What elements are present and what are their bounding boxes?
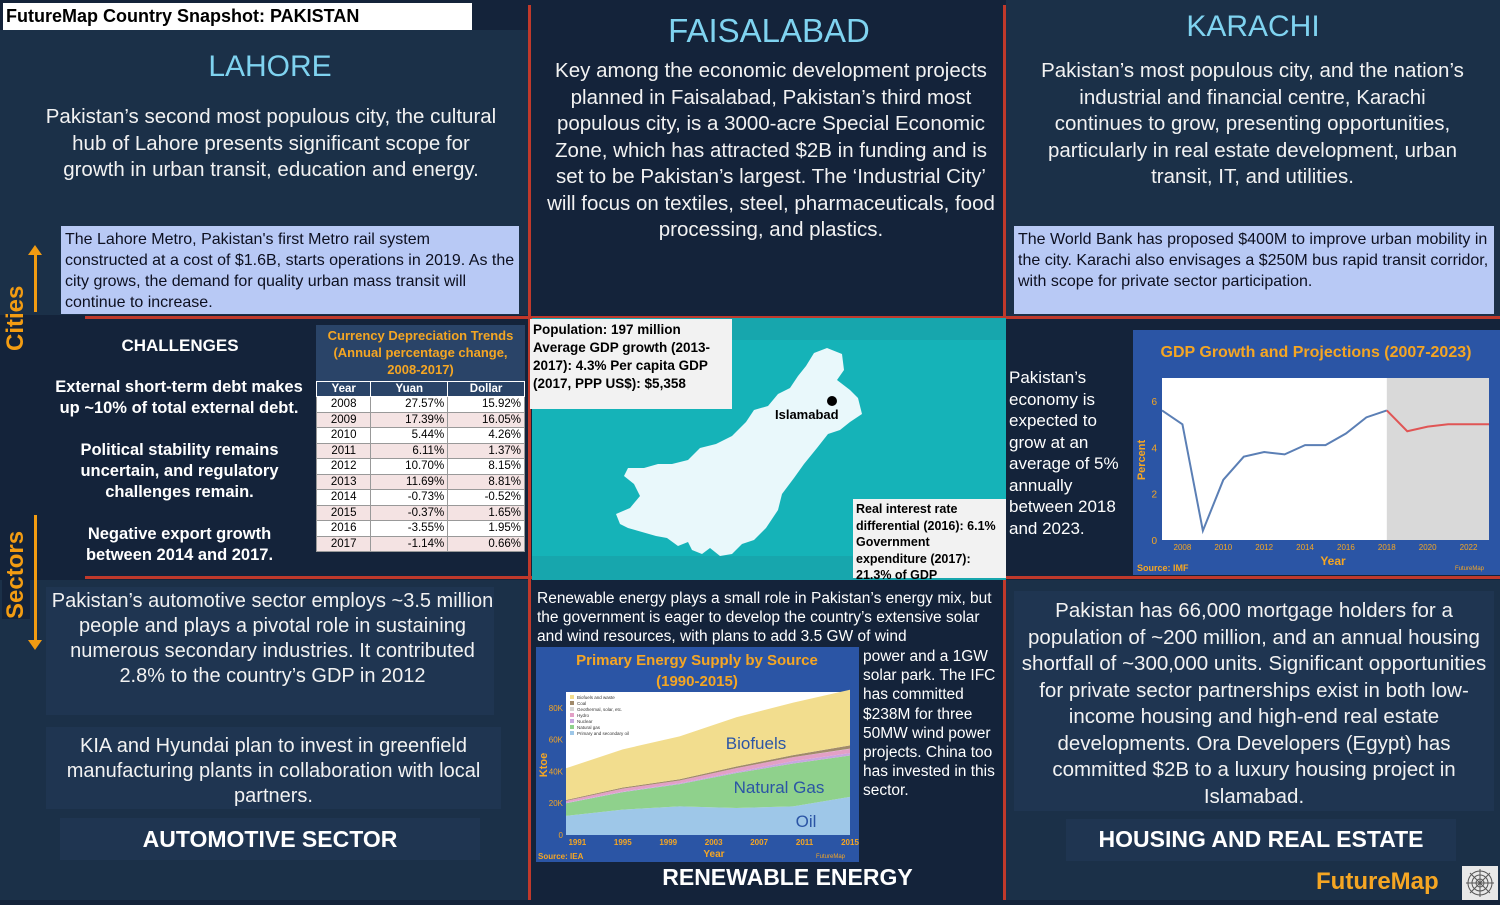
energy-chart-box (536, 647, 859, 862)
table-cell: 8.15% (448, 459, 525, 475)
table-row (317, 397, 525, 413)
automotive-description: Pakistan’s automotive sector employs ~3.5 million people and plays a pivotal role in sustaining numerous secondary industries. It contributed 2.8% to the country’s GDP in 2012 (51, 590, 494, 687)
automotive-sector-title: AUTOMOTIVE SECTOR (142, 826, 398, 852)
y-tick-label: 0 (558, 831, 563, 840)
x-tick-label: 2007 (750, 838, 769, 847)
table-row (317, 505, 525, 521)
table-cell: 8.81% (448, 474, 525, 490)
table-cell: 16.05% (448, 412, 525, 428)
legend-entry: Nuclear (577, 719, 593, 724)
table-cell: 11.69% (371, 474, 448, 490)
x-tick-label: 2016 (1337, 543, 1355, 552)
projection-region (1387, 378, 1489, 540)
x-axis-label: Year (703, 849, 725, 860)
renewable-text-top: Renewable energy plays a small role in Pakistan’s energy mix, but the government is eager to develop the country’s extensive solar and wind resources, with plans to add 3.5 GW of wind (537, 590, 992, 645)
challenges-title: CHALLENGES (121, 336, 239, 355)
x-tick-label: 2012 (1255, 543, 1274, 552)
table-cell: 1.65% (448, 505, 525, 521)
x-tick-label: 1991 (568, 838, 587, 847)
cities-label: Cities (2, 285, 29, 351)
legend-swatch (570, 695, 574, 699)
divider-left (528, 5, 531, 900)
cities-arrow-head (28, 245, 42, 255)
table-cell: 15.92% (448, 397, 525, 413)
karachi-bus-note: The World Bank has proposed $400M to improve urban mobility in the city. Karachi also envisages a $250M bus rapid transit corridor, with scope for private sector participation. (1014, 226, 1494, 314)
x-tick-label: 2010 (1214, 543, 1233, 552)
gdp-chart-box (1133, 330, 1500, 575)
y-tick-label: 60K (548, 735, 563, 745)
energy-chart (536, 647, 859, 862)
population-stats: Population: 197 million Average GDP growth (2013-2017): 4.3% Per capita GDP (2017, PPP US$): $5,358 (530, 319, 732, 409)
energy-chart-title-line2: (1990-2015) (656, 673, 738, 690)
table-cell: 2010 (317, 428, 371, 444)
futuremap-logo: FutureMap (1316, 868, 1439, 895)
web-icon (1462, 866, 1498, 900)
table-row (317, 428, 525, 444)
legend-entry: Geothermal, solar, etc. (577, 707, 623, 712)
page-title: FutureMap Country Snapshot: PAKISTAN (3, 3, 472, 30)
table-cell: -0.52% (448, 490, 525, 506)
challenge-item: External short-term debt makes up ~10% of total external debt. (55, 378, 303, 417)
x-tick-label: 2018 (1377, 543, 1396, 552)
table-cell: 1.95% (448, 521, 525, 537)
legend-entry: Primary and secondary oil (577, 731, 630, 736)
table-row (317, 490, 525, 506)
legend-swatch (570, 725, 574, 729)
lahore-description: Pakistan’s second most populous city, the cultural hub of Lahore presents significant scope for growth in urban transit, education and energy. (45, 105, 497, 181)
x-tick-label: 2022 (1459, 543, 1478, 552)
x-axis-label: Year (1320, 554, 1346, 568)
legend-swatch (570, 707, 574, 711)
karachi-description: Pakistan’s most populous city, and the nation’s industrial and financial centre, Karachi continues to grow, presenting opportunities, particularly in real estate development, urban transit, IT, and utilities. (1041, 59, 1464, 188)
table-cell: 17.39% (371, 412, 448, 428)
currency-table-box (316, 325, 525, 552)
x-tick-label: 2015 (841, 838, 859, 847)
x-tick-label: 1995 (613, 838, 632, 847)
y-tick-label: 20K (548, 799, 563, 809)
sectors-arrow-head (28, 640, 42, 650)
legend-entry: Hydro (577, 713, 590, 718)
table-row (317, 459, 525, 475)
table-cell: 27.57% (371, 397, 448, 413)
interest-rate-stats: Real interest rate differential (2016): 6.1% Government expenditure (2017): 21.3% of GDP (853, 499, 1006, 578)
table-row (317, 521, 525, 537)
table-cell: 0.66% (448, 536, 525, 552)
legend-entry: Coal (577, 701, 587, 706)
energy-chart-brand: FutureMap (816, 854, 846, 860)
x-tick-label: 2014 (1296, 543, 1314, 552)
currency-table (316, 381, 525, 552)
table-cell: 1.37% (448, 443, 525, 459)
energy-chart-title-line1: Primary Energy Supply by Source (576, 652, 818, 669)
column-header: Dollar (448, 382, 525, 397)
y-tick-label: 40K (548, 767, 563, 777)
gdp-chart-title: GDP Growth and Projections (2007-2023) (1160, 344, 1472, 361)
lahore-metro-note: The Lahore Metro, Pakistan's first Metro rail system constructed at a cost of $1.6B, starts operations in 2019. As the city grows, the demand for quality urban mass transit will continue to increase. (61, 226, 519, 314)
table-cell: 2014 (317, 490, 371, 506)
legend-swatch (570, 701, 574, 705)
y-tick-label: 0 (1151, 536, 1157, 547)
x-tick-label: 2008 (1173, 543, 1192, 552)
gdp-chart (1133, 330, 1500, 575)
table-cell: 2012 (317, 459, 371, 475)
table-cell: 5.44% (371, 428, 448, 444)
table-cell: 2016 (317, 521, 371, 537)
table-cell: 2009 (317, 412, 371, 428)
y-axis-label: Ktoe (538, 752, 550, 778)
table-cell: -0.37% (371, 505, 448, 521)
faisalabad-description: Key among the economic development projects planned in Faisalabad, Pakistan’s third most populous city, is a 3000-acre Special Economic Zone, which has attracted $2B in funding and is set to be Pakistan’s largest. The ‘Industrial City’ will focus on textiles, steel, pharmaceuticals, food processing, and plastics. (547, 59, 995, 241)
y-tick-label: 80K (548, 703, 563, 713)
column-header: Yuan (371, 382, 448, 397)
y-tick-label: 2 (1151, 489, 1157, 501)
table-cell: 10.70% (371, 459, 448, 475)
automotive-investment-text: KIA and Hyundai plan to invest in greenfield manufacturing plants in collaboration with local partners. (66, 735, 481, 807)
y-tick-label: 4 (1151, 443, 1157, 455)
table-row (317, 412, 525, 428)
islamabad-label: Islamabad (775, 407, 839, 422)
housing-real-estate-title: HOUSING AND REAL ESTATE (1098, 826, 1424, 852)
legend-swatch (570, 719, 574, 723)
table-header-row (317, 382, 525, 397)
table-row (317, 536, 525, 552)
table-cell: -0.73% (371, 490, 448, 506)
gdp-chart-brand: FutureMap (1455, 566, 1485, 572)
sectors-arrow (34, 515, 37, 640)
y-tick-label: 6 (1151, 397, 1157, 409)
renewable-text-side: power and a 1GW solar park. The IFC has committed $238M for three 50MW wind power projects. China too has invested in this sector. (863, 648, 996, 800)
table-cell: 2008 (317, 397, 371, 413)
energy-chart-source: Source: IEA (538, 852, 584, 861)
table-row (317, 443, 525, 459)
x-tick-label: 1999 (659, 838, 678, 847)
sectors-label: Sectors (2, 530, 29, 619)
table-cell: -3.55% (371, 521, 448, 537)
table-cell: 6.11% (371, 443, 448, 459)
lahore-title: LAHORE (208, 50, 332, 83)
table-cell: 2017 (317, 536, 371, 552)
legend-entry: Biofuels and waste (577, 695, 615, 700)
renewable-energy-title: RENEWABLE ENERGY (662, 864, 913, 890)
islamabad-marker (827, 396, 837, 406)
table-cell: 2015 (317, 505, 371, 521)
currency-table-title: Currency Depreciation Trends (Annual percentage change, 2008-2017) (316, 325, 525, 381)
housing-description: Pakistan has 66,000 mortgage holders for a population of ~200 million, and an annual housing shortfall of ~300,000 units. Significant opportunities for private sector partnerships exist in both low-income housing and high-end real estate developments. Ora Developers (Egypt) has committed $2B to a luxury housing project in Islamabad. (1021, 599, 1487, 808)
x-tick-label: 2011 (795, 838, 814, 847)
faisalabad-title: FAISALABAD (668, 12, 870, 49)
challenge-item: Negative export growth between 2014 and 2017. (85, 525, 274, 564)
column-header: Year (317, 382, 371, 397)
table-cell: 2013 (317, 474, 371, 490)
challenge-item: Political stability remains uncertain, and regulatory challenges remain. (80, 441, 279, 501)
x-tick-label: 2020 (1418, 543, 1437, 552)
table-cell: 2011 (317, 443, 371, 459)
legend-swatch (570, 713, 574, 717)
legend-entry: Natural gas (577, 725, 601, 730)
energy-annotation: Oil (795, 812, 817, 831)
cities-arrow (34, 252, 37, 312)
table-row (317, 474, 525, 490)
gdp-outlook-text: Pakistan’s economy is expected to grow at an average of 5% annually between 2018 and 2023. (1009, 368, 1119, 538)
y-axis-label: Percent (1136, 439, 1148, 481)
energy-annotation: Natural Gas (733, 778, 825, 797)
table-cell: 4.26% (448, 428, 525, 444)
legend-swatch (570, 731, 574, 735)
gdp-chart-source: Source: IMF (1137, 563, 1189, 573)
x-tick-label: 2003 (704, 838, 723, 847)
table-cell: -1.14% (371, 536, 448, 552)
karachi-title: KARACHI (1186, 10, 1320, 43)
energy-annotation: Biofuels (725, 734, 787, 753)
